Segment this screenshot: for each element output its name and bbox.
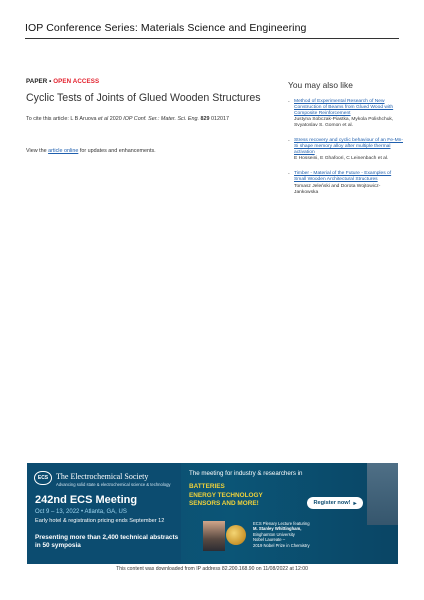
- theme-energy: ENERGY TECHNOLOGY: [189, 491, 263, 499]
- view-suffix: for updates and enhancements.: [78, 147, 156, 154]
- theme-sensors: SENSORS AND MORE!: [189, 500, 259, 507]
- related-title-link[interactable]: Stress recovery and cyclic behaviour of an Fe-Mn-Si shape memory alloy after multiple thermal activation: [294, 137, 403, 155]
- plenary-line: M. Stanley Whittingham,: [253, 526, 302, 532]
- plenary-line: 2019 Nobel Prize in Chemistry: [253, 542, 310, 548]
- open-access-label: OPEN ACCESS: [53, 78, 100, 85]
- related-item: [288, 99, 403, 129]
- cite-volume: 829: [199, 115, 210, 122]
- plenary-lecture-info: [253, 521, 353, 548]
- bullet-icon: -: [288, 137, 290, 144]
- related-authors: E Hosseini, E Ghafoori, C Leinenbach et al.: [294, 156, 389, 162]
- plenary-line: Nobel Laureate –: [253, 537, 286, 543]
- ecs-meeting-banner[interactable]: [27, 463, 398, 564]
- nobel-medal-icon: [226, 525, 246, 545]
- paper-tag: [26, 78, 271, 85]
- meeting-title: 242nd ECS Meeting: [35, 494, 138, 506]
- ecs-logo-icon: ECS: [34, 471, 52, 485]
- citation-line: [26, 116, 271, 122]
- banner-right-panel: [183, 463, 398, 564]
- journal-title: IOP Conference Series: Materials Science and Engineering: [25, 22, 307, 34]
- meeting-themes: [189, 483, 263, 509]
- related-item: [288, 171, 403, 195]
- cite-article: 012017: [209, 115, 230, 122]
- article-info: [26, 78, 271, 154]
- view-online-line: [26, 148, 271, 154]
- register-label: Register now!: [313, 500, 351, 506]
- abstract-stat: Presenting more than 2,400 technical abstracts in 50 symposia: [35, 534, 179, 549]
- bullet-icon: -: [288, 171, 290, 178]
- bullet-icon: -: [288, 99, 290, 105]
- related-title-link[interactable]: Method of Experimental Research of New Construction of Beams from Glued Wood with Composite Reinforcement: [294, 99, 394, 116]
- header-rule: [25, 38, 399, 39]
- arrow-right-icon: ▸: [353, 500, 357, 507]
- speaker-portrait: [203, 521, 225, 551]
- related-authors: Tomasz Jeleński and Dorota Wojtowicz-Jankowska: [294, 183, 381, 195]
- banner-left-panel: [27, 463, 181, 564]
- audience-photo: [367, 463, 398, 525]
- related-articles: [288, 80, 403, 204]
- register-now-button[interactable]: [307, 497, 363, 509]
- plenary-line: Binghamton University: [253, 531, 295, 537]
- meeting-dates: Oct 9 – 13, 2022 • Atlanta, GA, US: [35, 509, 127, 515]
- related-item: [288, 138, 403, 162]
- cite-etal: et al: [98, 115, 109, 122]
- society-subtitle: Advancing solid state & electrochemical science & technology: [56, 482, 171, 487]
- article-online-link[interactable]: article online: [48, 147, 79, 154]
- view-prefix: View the: [26, 147, 49, 154]
- society-name: The Electrochemical Society: [56, 472, 149, 481]
- theme-batteries: BATTERIES: [189, 483, 225, 490]
- download-notice: This content was downloaded from IP address 82.200.168.90 on 11/08/2022 at 12:00: [116, 566, 308, 572]
- early-pricing: Early hotel & registration pricing ends September 12: [35, 518, 165, 524]
- plenary-line: ECS Plenary Lecture featuring: [253, 521, 310, 526]
- related-authors: Justyna Sobczak-Piastka, Mykola Polishchuk, Svyatoslav S. Gomon et al.: [294, 117, 394, 129]
- related-heading: You may also like: [288, 80, 353, 90]
- page-header: [25, 22, 399, 39]
- cite-journal: IOP Conf. Ser.: Mater. Sci. Eng.: [123, 115, 200, 122]
- related-title-link[interactable]: Timber - Material of the Future - Examples of Small Wooden Architectural Structures: [294, 171, 392, 182]
- tag-separator: •: [47, 78, 54, 85]
- cite-prefix: To cite this article: L B Aruova: [26, 115, 99, 122]
- paper-label: PAPER: [26, 78, 48, 85]
- meeting-tagline: The meeting for industry & researchers in: [189, 470, 303, 477]
- article-title: Cyclic Tests of Joints of Glued Wooden Structures: [26, 92, 261, 104]
- cite-year: 2020: [108, 115, 124, 122]
